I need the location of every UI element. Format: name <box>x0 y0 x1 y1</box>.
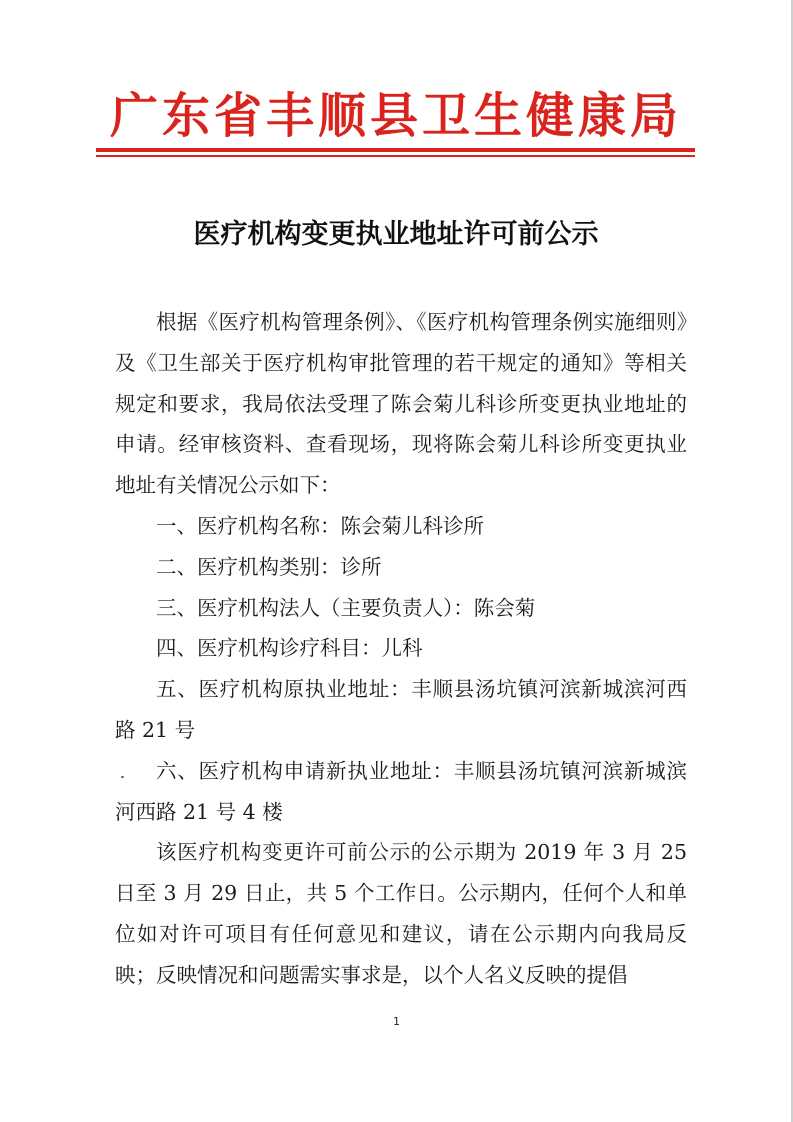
letterhead-title: 广东省丰顺县卫生健康局 <box>109 88 682 144</box>
letterhead-rule-thin <box>96 155 695 157</box>
document-title: 医疗机构变更执业地址许可前公示 <box>193 219 599 250</box>
scan-speck <box>121 776 124 778</box>
document-body <box>115 302 687 996</box>
paragraph-item-legal-person: 三、医疗机构法人（主要负责人）：陈会菊 <box>156 595 536 620</box>
paragraph-item-department: 四、医疗机构诊疗科目：儿科 <box>156 636 423 661</box>
paragraph-intro: 根据《医疗机构管理条例》、《医疗机构管理条例实施细则》及《卫生部关于医疗机构审批管理的若干规定的通知》等相关规定和要求，我局依法受理了陈会菊儿科诊所变更执业地址的申请。经审核资料、查看现场，现将陈会菊儿科诊所变更执业地址有关情况公示如下： <box>115 310 687 498</box>
page-number: 1 <box>393 1015 400 1028</box>
letterhead-rule-thick <box>96 148 695 152</box>
paragraph-item-name: 一、医疗机构名称：陈会菊儿科诊所 <box>156 513 484 538</box>
paragraph-item-new-address: 六、医疗机构申请新执业地址：丰顺县汤坑镇河滨新城滨河西路 21 号 4 楼 <box>115 758 687 824</box>
paragraph-item-old-address: 五、医疗机构原执业地址：丰顺县汤坑镇河滨新城滨河西路 21 号 <box>115 677 687 742</box>
paragraph-item-category: 二、医疗机构类别：诊所 <box>156 554 382 579</box>
paragraph-publicity-period: 该医疗机构变更许可前公示的公示期为 2019 年 3 月 25 日至 3 月 29 日止，共 5 个工作日。公示期内，任何个人和单位如对许可项目有任何意见和建议，请在公示期内向我局反映；反映情况和问题需实事求是，以个人名义反映的提倡 <box>115 840 687 987</box>
